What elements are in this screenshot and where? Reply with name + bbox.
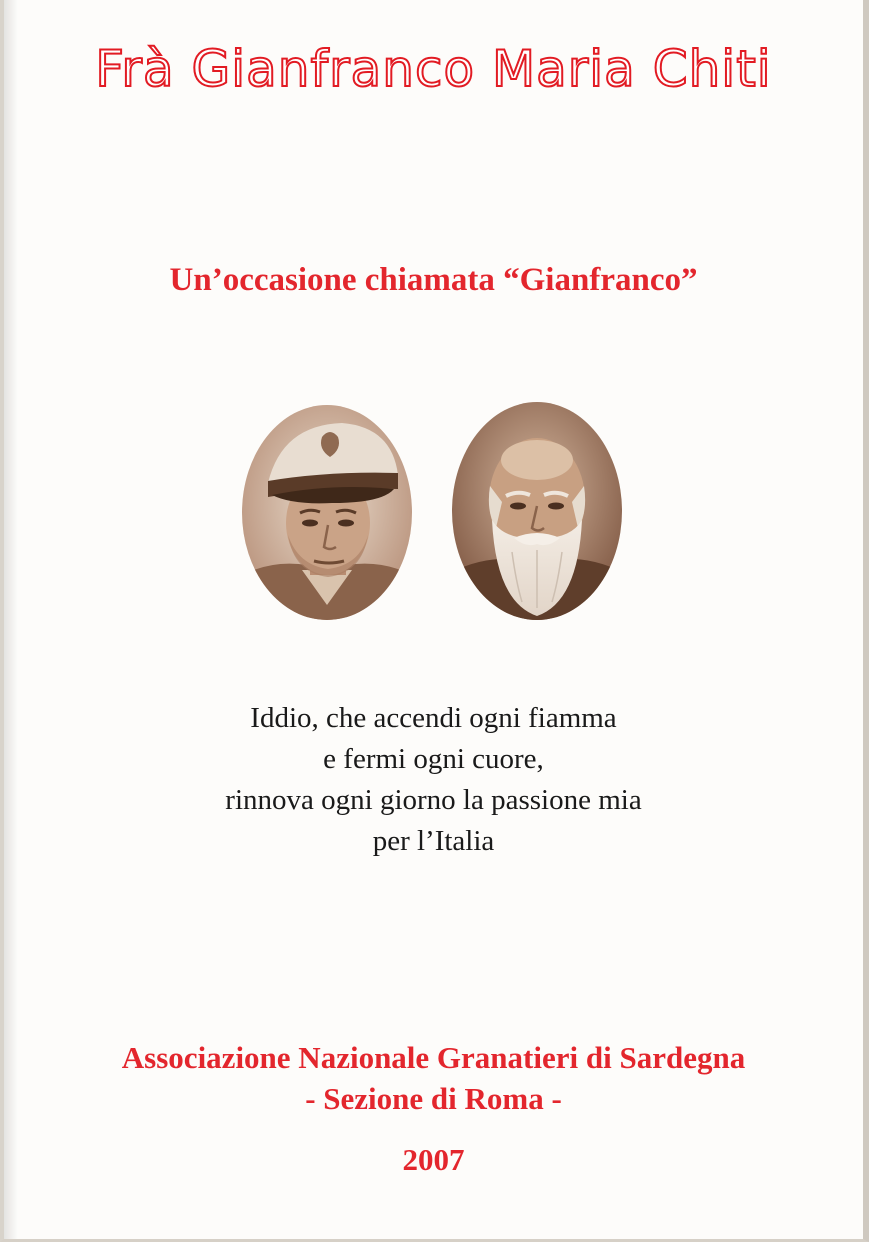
- prayer-line: Iddio, che accendi ogni fiamma: [250, 702, 617, 734]
- cover-title: Frà Gianfranco Maria Chiti: [95, 40, 772, 98]
- prayer-line: e fermi ogni cuore,: [323, 743, 544, 775]
- portrait-officer: [242, 405, 412, 620]
- association-section: - Sezione di Roma -: [305, 1081, 562, 1116]
- prayer-line: per l’Italia: [372, 825, 495, 857]
- publication-year: 2007: [402, 1142, 465, 1177]
- prayer-line: rinnova ogni giorno la passione mia: [225, 784, 642, 816]
- prayer-text: [4, 698, 863, 862]
- association-name: Associazione Nazionale Granatieri di Sardegna: [121, 1040, 746, 1075]
- publisher-association: [4, 1037, 863, 1119]
- portrait-friar: [452, 402, 622, 620]
- cover-subtitle: Un’occasione chiamata “Gianfranco”: [169, 262, 698, 298]
